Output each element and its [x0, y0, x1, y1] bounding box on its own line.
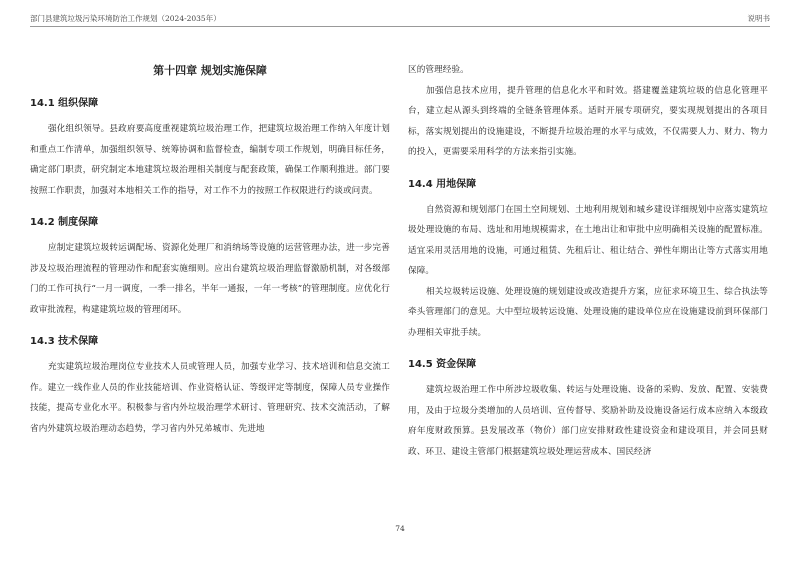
section-title-technology: 14.3 技术保障	[30, 336, 99, 347]
paragraph-system: 应制定建筑垃圾转运调配场、资源化处理厂和消纳场等设施的运营管理办法，进一步完善涉及垃圾治理流程的管理动作和配套实施细则。应出台建筑垃圾治理监督激励机制，对各级部门的工作可执行“一月一调度，一季一排名，半年一通报，一年一考核”的管理制度。应优化行政审批流程，构建建筑垃圾的管理闭环。	[30, 243, 390, 315]
page-number: 74	[395, 524, 405, 533]
section-title-land-use: 14.4 用地保障	[408, 178, 477, 190]
paragraph-land-use-1: 自然资源和规划部门在国土空间规划、土地利用规划和城乡建设详细规划中应落实建筑垃圾处理设施的布局、选址和用地规模需求，在土地出让和审批中应明确相关设施的配置标准。适宜采用灵活用地的设施，可通过租赁、先租后让、租让结合、弹性年期出让等方式落实用地保障。	[408, 204, 768, 276]
left-column	[30, 60, 390, 439]
section-title-organization: 14.1 组织保障	[30, 98, 99, 109]
paragraph-continuation: 区的管理经验。	[408, 65, 469, 75]
paragraph-land-use-2: 相关垃圾转运设施、处理设施的规划建设或改造提升方案，应征求环境卫生、综合执法等牵头管理部门的意见。大中型垃圾转运设施、处理设施的建设单位应在设施建设前到环保部门办理相关审批手续。	[408, 286, 768, 338]
page-header	[30, 10, 770, 27]
paragraph-technology: 充实建筑垃圾治理岗位专业技术人员或管理人员，加强专业学习、技术培训和信息交流工作。建立一线作业人员的作业技能培训、作业资格认证、等级评定等制度，保障人员专业操作技能，提高专业化水平。积极参与省内外垃圾治理学术研讨、管理研究、技术交流活动，了解省内外建筑垃圾治理动态趋势，学习省内外兄弟城市、先进地	[30, 362, 390, 434]
right-column	[408, 60, 768, 462]
header-section-label: 说明书	[747, 14, 770, 23]
section-title-system: 14.2 制度保障	[30, 217, 99, 228]
paragraph-organization: 强化组织领导。县政府要高度重视建筑垃圾治理工作，把建筑垃圾治理工作纳入年度计划和重点工作清单，加强组织领导、统筹协调和监督检查，编制专项工作规划，明确目标任务，确定部门职责，研究制定本地建筑垃圾治理相关制度与配套政策，确保工作顺利推进。部门要按照工作职责，加强对本地相关工作的指导，对工作不力的按照工作权限进行约谈或问责。	[30, 124, 390, 196]
paragraph-information: 加强信息技术应用，提升管理的信息化水平和时效。搭建覆盖建筑垃圾的信息化管理平台，建立起从源头到终端的全链条管理体系。适时开展专项研究，要实现规划提出的各项目标，落实规划提出的设施建设，不断提升垃圾治理的水平与成效，不仅需要人力、财力、物力的投入，更需要采用科学的方法来指引实施。	[408, 85, 768, 157]
section-title-funding: 14.5 资金保障	[408, 359, 477, 370]
chapter-title: 第十四章 规划实施保障	[153, 64, 267, 77]
header-document-title: 部门县建筑垃圾污染环境防治工作规划（2024-2035年）	[30, 14, 221, 23]
paragraph-funding: 建筑垃圾治理工作中所涉垃圾收集、转运与处理设施、设备的采购、发放、配置、安装费用，及由于垃圾分类增加的人员培训、宣传督导、奖励补助及设施设备运行成本应纳入本级政府年度财政预算。县发展改革（物价）部门应安排财政性建设资金和建设项目，并会同县财政、环卫、建设主管部门根据建筑垃圾处理运营成本、国民经济	[408, 385, 768, 457]
